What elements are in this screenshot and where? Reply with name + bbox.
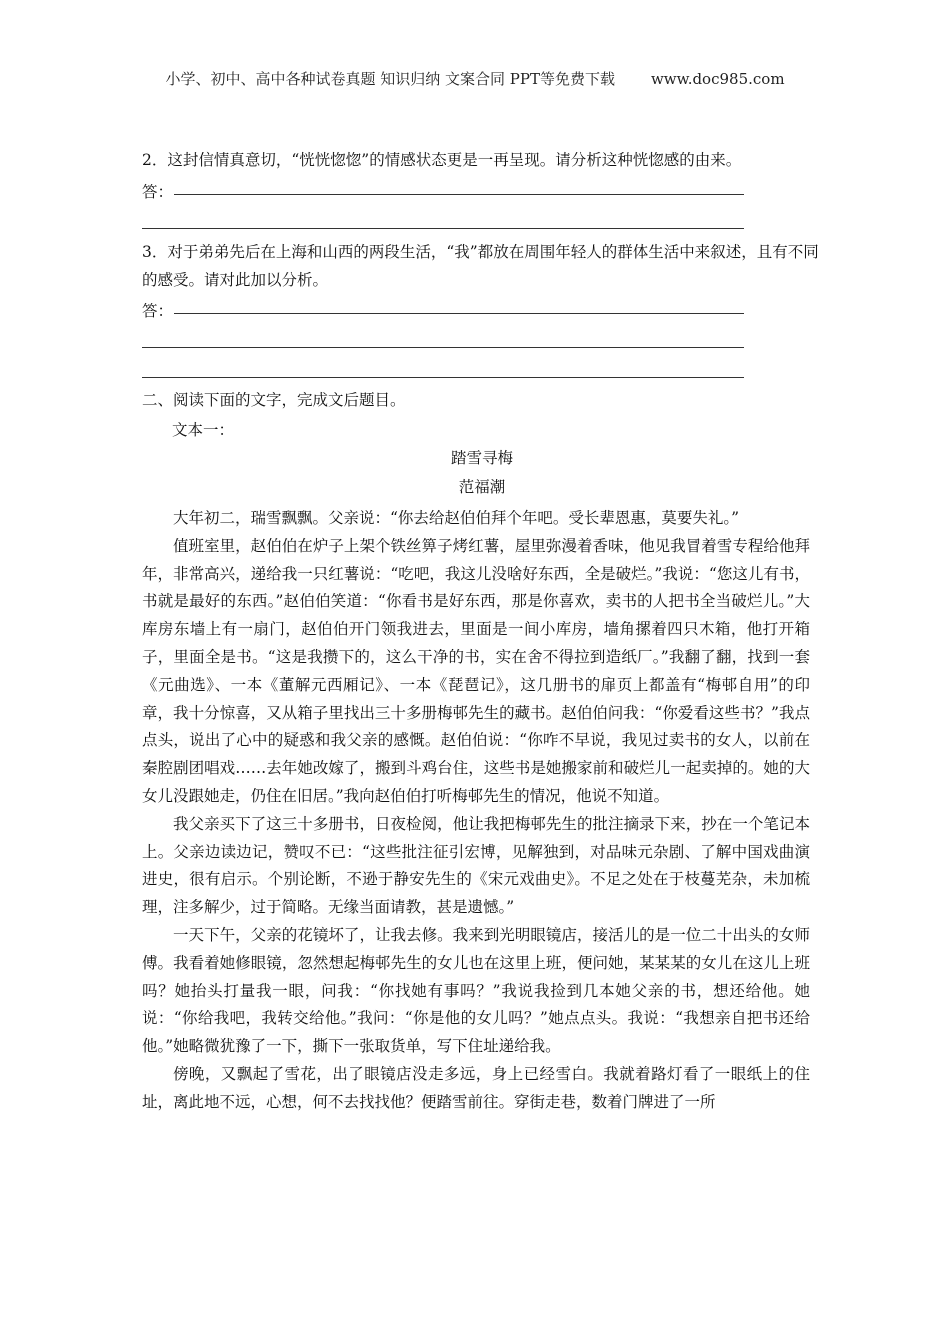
section-heading: 二、阅读下面的文字，完成文后题目。 xyxy=(142,391,406,409)
page-header xyxy=(0,68,950,89)
article-paragraph: 值班室里，赵伯伯在炉子上架个铁丝箅子烤红薯，屋里弥漫着香味，他见我冒着雪专程给他拜年，非常高兴，递给我一只红薯说：“吃吧，我这儿没啥好东西，全是破烂。”我说：“您这儿有书，书就是最好的东西。”赵伯伯笑道：“你看书是好东西，那是你喜欢，卖书的人把书全当破烂儿。”大库房东墙上有一扇门，赵伯伯开门领我进去，里面是一间小库房，墙角摞着四只木箱，他打开箱子，里面全是书。“这是我攒下的，这么干净的书，实在舍不得拉到造纸厂。”我翻了翻，找到一套《元曲选》、一本《董解元西厢记》、一本《琵琶记》，这几册书的扉页上都盖有“梅邨自用”的印章，我十分惊喜，又从箱子里找出三十多册梅邨先生的藏书。赵伯伯问我：“你爱看这些书？”我点点头，说出了心中的疑惑和我父亲的感慨。赵伯伯说：“你咋不早说，我见过卖书的女人，以前在秦腔剧团唱戏……去年她改嫁了，搬到斗鸡台住，这些书是她搬家前和破烂儿一起卖掉的。她的大女儿没跟她走，仍住在旧居。”我向赵伯伯打听梅邨先生的情况，他说不知道。 xyxy=(142,536,810,805)
question-2: 2．这封信情真意切，“恍恍惚惚”的情感状态更是一再呈现。请分析这种恍惚感的由来。 xyxy=(142,151,742,169)
header-text: 小学、初中、高中各种试卷真题 知识归纳 文案合同 PPT等免费下载 xyxy=(165,70,615,88)
answer-3-row-2 xyxy=(142,333,822,357)
text-one-label: 文本一： xyxy=(172,421,235,439)
header-url: www.doc985.com xyxy=(650,70,785,88)
answer-line xyxy=(142,347,744,348)
answer-3-row-3 xyxy=(142,363,822,387)
article-paragraph: 我父亲买下了这三十多册书，日夜检阅，他让我把梅邨先生的批注摘录下来，抄在一个笔记本上。父亲边读边记，赞叹不已：“这些批注征引宏博，见解独到，对品味元杂剧、了解中国戏曲演进史，很有启示。个别论断，不逊于静安先生的《宋元戏曲史》。不足之处在于枝蔓芜杂，未加梳理，注多解少，过于简略。无缘当面请教，甚是遗憾。” xyxy=(142,814,810,917)
answer-line xyxy=(174,194,744,195)
article-paragraph: 傍晚，又飘起了雪花，出了眼镜店没走多远，身上已经雪白。我就着路灯看了一眼纸上的住址，离此地不远，心想，何不去找找他？便踏雪前往。穿街走巷，数着门牌进了一所 xyxy=(142,1064,810,1111)
answer-line xyxy=(142,377,744,378)
question-3: 3．对于弟弟先后在上海和山西的两段生活，“我”都放在周围年轻人的群体生活中来叙述，且有不同的感受。请对此加以分析。 xyxy=(142,243,819,289)
answer-line xyxy=(174,313,744,314)
article-paragraph: 一天下午，父亲的花镜坏了，让我去修。我来到光明眼镜店，接活儿的是一位二十出头的女师傅。我看着她修眼镜，忽然想起梅邨先生的女儿也在这里上班，便问她，某某某的女儿在这儿上班吗？她抬头打量我一眼，问我：“你找她有事吗？”我说我捡到几本她父亲的书，想还给他。她说：“你给我吧，我转交给他。”我问：“你是他的女儿吗？”她点点头。我说：“我想亲自把书还给他。”她略微犹豫了一下，撕下一张取货单，写下住址递给我。 xyxy=(142,925,810,1056)
answer-label: 答： xyxy=(142,302,174,320)
answer-3-row xyxy=(142,299,822,323)
article-author: 范福潮 xyxy=(458,478,506,496)
article-paragraph: 大年初二，瑞雪飘飘。父亲说：“你去给赵伯伯拜个年吧。受长辈恩惠，莫要失礼。” xyxy=(173,509,740,527)
answer-line xyxy=(142,228,744,229)
answer-2-row-2 xyxy=(142,214,822,238)
answer-label: 答： xyxy=(142,183,174,201)
answer-2-row xyxy=(142,180,822,204)
article-text xyxy=(142,505,810,1117)
article-title: 踏雪寻梅 xyxy=(450,449,513,467)
